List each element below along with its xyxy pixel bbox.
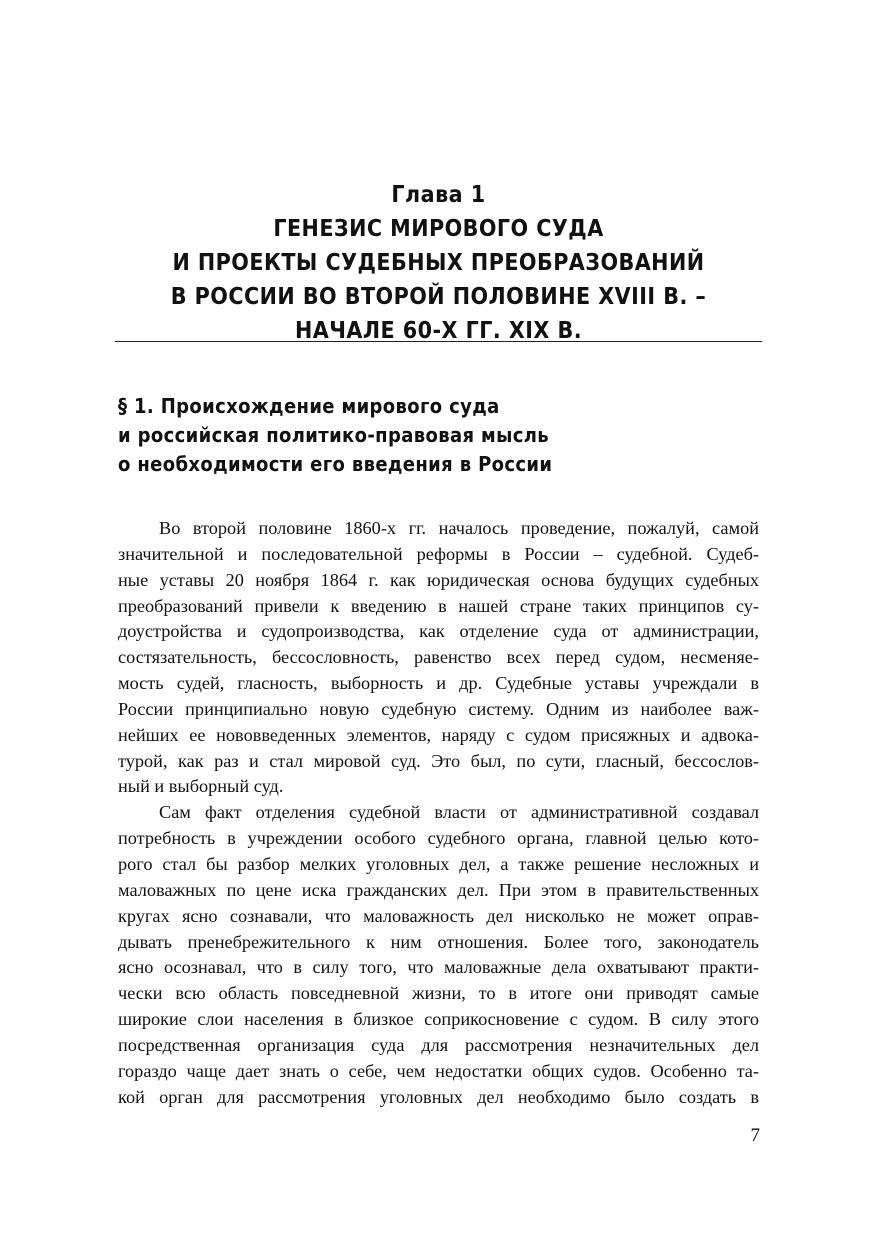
text-line: преобразований привели к введению в нашей стране таких принципов су- [118, 595, 759, 616]
chapter-title-line: В РОССИИ ВО ВТОРОЙ ПОЛОВИНЕ XVIII В. – [170, 284, 707, 310]
text-line: потребность в учреждении особого судебного органа, главной целью кото- [118, 828, 759, 849]
text-line: ный и выборный суд. [118, 776, 284, 797]
text-line: дывать пренебрежительного к ним отношения. Более того, законодатель [118, 931, 759, 952]
text-line: кой орган для рассмотрения уголовных дел необходимо было создать в [118, 1086, 759, 1107]
text-line: маловажных по цене иска гражданских дел. При этом в правительственных [118, 879, 759, 900]
text-line: доустройства и судопроизводства, как отделение суда от администрации, [118, 621, 759, 642]
text-line: гораздо чаще дает знать о себе, чем недостатки общих судов. Особенно та- [118, 1060, 759, 1081]
text-line: России принципиально новую судебную систему. Одним из наиболее важ- [118, 698, 759, 719]
section-title-line: о необходимости его введения в России [118, 452, 553, 476]
chapter-title-line: НАЧАЛЕ 60-Х ГГ. XIX В. [294, 318, 583, 344]
text-line: состязательность, бессословность, равенство всех перед судом, несменяе- [118, 647, 759, 668]
text-line: посредственная организация суда для рассмотрения незначительных дел [118, 1034, 759, 1055]
page-number: 7 [750, 1125, 760, 1146]
text-line: Сам факт отделения судебной власти от административной создавал [159, 802, 759, 823]
paragraph-1 [118, 516, 759, 800]
text-line: рого стал бы разбор мелких уголовных дел, а также решение несложных и [118, 853, 759, 874]
text-line: Во второй половине 1860-х гг. началось проведение, пожалуй, самой [159, 518, 759, 538]
chapter-title-line: ГЕНЕЗИС МИРОВОГО СУДА [273, 216, 604, 242]
text-line: турой, как раз и стал мировой суд. Это был, по сути, гласный, бессослов- [118, 750, 759, 771]
section-title-line: § 1. Происхождение мирового суда [118, 394, 500, 418]
text-line: значительной и последовательной реформы в России – судебной. Судеб- [118, 543, 759, 564]
section-title-line: и российская политико-правовая мысль [118, 423, 550, 447]
text-line: ясно осознавал, что в силу того, что маловажные дела охватывают практи- [118, 957, 759, 978]
body-text [118, 516, 759, 1110]
text-line: чески всю область повседневной жизни, то в итоге они приводят самые [118, 983, 759, 1004]
text-line: мость судей, гласность, выборность и др. Судебные уставы учреждали в [118, 673, 759, 694]
paragraph-2 [118, 800, 759, 1110]
chapter-title-line: Глава 1 [391, 182, 486, 208]
text-line: ные уставы 20 ноября 1864 г. как юридическая основа будущих судебных [118, 569, 759, 590]
chapter-heading [147, 178, 729, 348]
section-heading [118, 392, 758, 479]
text-line: широкие слои населения в близкое соприкосновение с судом. В силу этого [118, 1009, 759, 1030]
text-line: кругах ясно сознавали, что маловажность дел нисколько не может оправ- [118, 905, 759, 926]
text-line: нейших ее нововведенных элементов, наряду с судом присяжных и адвока- [118, 724, 759, 745]
heading-divider [115, 341, 762, 342]
chapter-title-line: И ПРОЕКТЫ СУДЕБНЫХ ПРЕОБРАЗОВАНИЙ [172, 250, 705, 276]
